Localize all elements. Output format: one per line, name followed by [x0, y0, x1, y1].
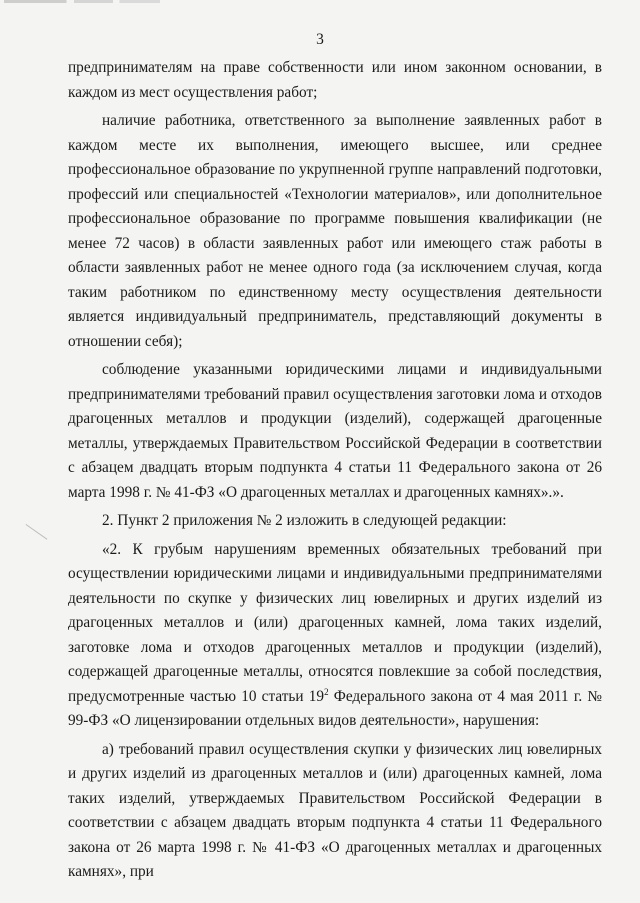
paragraph-gross-violations	[68, 538, 602, 734]
gross-violations-text: «2. К грубым нарушениям временных обязательных требований при осуществлении юридическими лицами и индивидуальными предпринимателями деятельности по скупке у физических лиц ювелирных и других изделий из драгоценных металлов и (или) драгоценных камней, лома таких изделий, заготовке лома и отходов драгоценных металлов и продукции (изделий), содержащей драгоценные металлы, относятся повлекшие за собой последствия, предусмотренные частью 10 статьи 19	[68, 540, 602, 705]
scan-artifact-line	[11, 524, 48, 561]
page-number: 3	[316, 31, 324, 48]
document-body	[68, 56, 602, 885]
paragraph-compliance: соблюдение указанными юридическими лицами и индивидуальными предпринимателями требований правил осуществления заготовки лома и отходов драгоценных металлов и продукции (изделий), содержащей драгоценные металлы, утверждаемых Правительством Российской Федерации в соответствии с абзацем двадцать вторым подпункта 4 статьи 11 Федерального закона от 26 марта 1998 г. № 41-ФЗ «О драгоценных металлах и драгоценных камнях».».	[68, 361, 602, 501]
paragraph-item-a: а) требований правил осуществления скупки у физических лиц ювелирных и других изделий из драгоценных металлов и (или) драгоценных камней, лома таких изделий, утверждаемых Правительством Российской Федерации в соответствии с абзацем двадцать вторым подпункта 4 статьи 11 Федерального закона от 26 марта 1998 г. № 41-ФЗ «О драгоценных металлах и драгоценных камнях», при	[68, 740, 602, 880]
paragraph-amendment-2: 2. Пункт 2 приложения № 2 изложить в следующей редакции:	[102, 512, 507, 529]
article-superscript: 2	[324, 686, 329, 697]
paragraph-worker-requirement: наличие работника, ответственного за выполнение заявленных работ в каждом месте их выполнения, имеющего высшее, или среднее профессиональное образование по укрупненной группе направлений подготовки, профессий или специальностей «Технологии материалов», или дополнительное профессиональное образование по программе повышения квалификации (не менее 72 часов) в области заявленных работ или имеющего стаж работы в области заявленных работ не менее одного года (за исключением случая, когда таким работником по единственному месту осуществления деятельности является индивидуальный предприниматель, представляющий документы в отношении себя);	[68, 112, 602, 350]
scan-edge-mark	[4, 0, 160, 3]
gross-violations-text-end: Федерального закона от 4 мая 2011 г. № 99-ФЗ «О лицензировании отдельных видов деятельности», нарушения:	[68, 687, 602, 729]
paragraph-continuation: предпринимателям на праве собственности или ином законном основании, в каждом из мест осуществления работ;	[68, 59, 602, 101]
